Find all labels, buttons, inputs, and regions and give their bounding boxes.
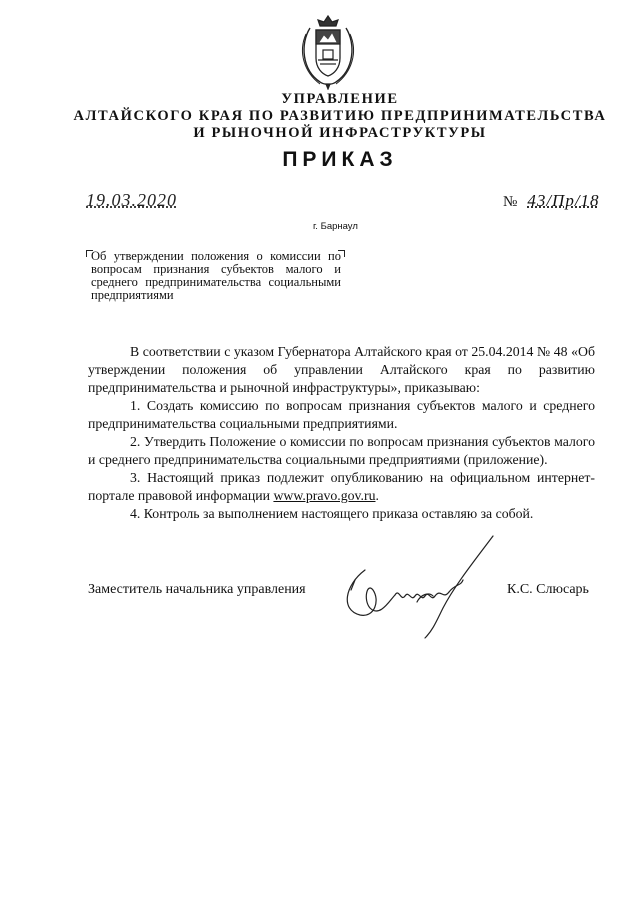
pravo-link[interactable]: www.pravo.gov.ru: [273, 488, 376, 503]
header-line-1: УПРАВЛЕНИЕ: [281, 91, 399, 107]
city: г. Барнаул: [313, 221, 358, 232]
signature-icon: [325, 530, 505, 640]
document-title: ПРИКАЗ: [282, 148, 398, 171]
document-subject: Об утверждении положения о комиссии по вопросам признания субъектов малого и среднего предпринимательства социальными предприятиями: [91, 249, 341, 302]
signer-position: Заместитель начальника управления: [88, 582, 306, 597]
document-body: [88, 343, 595, 523]
body-item-3-text: 3. Настоящий приказ подлежит опубликованию на официальном интернет-портале правовой информации: [88, 470, 595, 503]
coat-of-arms-icon: [296, 14, 360, 90]
body-item-3-end: .: [375, 488, 379, 503]
document-number: 43/Пр/18: [527, 191, 600, 210]
body-intro: В соответствии с указом Губернатора Алтайского края от 25.04.2014 № 48 «Об утверждении положения об управлении Алтайского края по развитию предпринимательства и рыночной инфраструктуры», приказываю:: [88, 344, 595, 395]
number-sign: №: [503, 194, 518, 210]
body-item-2: 2. Утвердить Положение о комиссии по вопросам признания субъектов малого и среднего предпринимательства социальными предприятиями (приложение).: [88, 434, 595, 467]
header-line-2: АЛТАЙСКОГО КРАЯ ПО РАЗВИТИЮ ПРЕДПРИНИМАТЕЛЬСТВА: [73, 108, 607, 124]
document-number-field: [503, 191, 600, 211]
body-item-1: 1. Создать комиссию по вопросам признания субъектов малого и среднего предпринимательства социальными предприятиями.: [88, 398, 595, 431]
body-item-3: [88, 469, 595, 505]
document-date: 19.03.2020: [86, 190, 177, 210]
header-line-3: И РЫНОЧНОЙ ИНФРАСТРУКТУРЫ: [193, 125, 487, 141]
body-item-4: 4. Контроль за выполнением настоящего приказа оставляю за собой.: [130, 506, 534, 521]
signer-name: К.С. Слюсарь: [507, 582, 589, 597]
